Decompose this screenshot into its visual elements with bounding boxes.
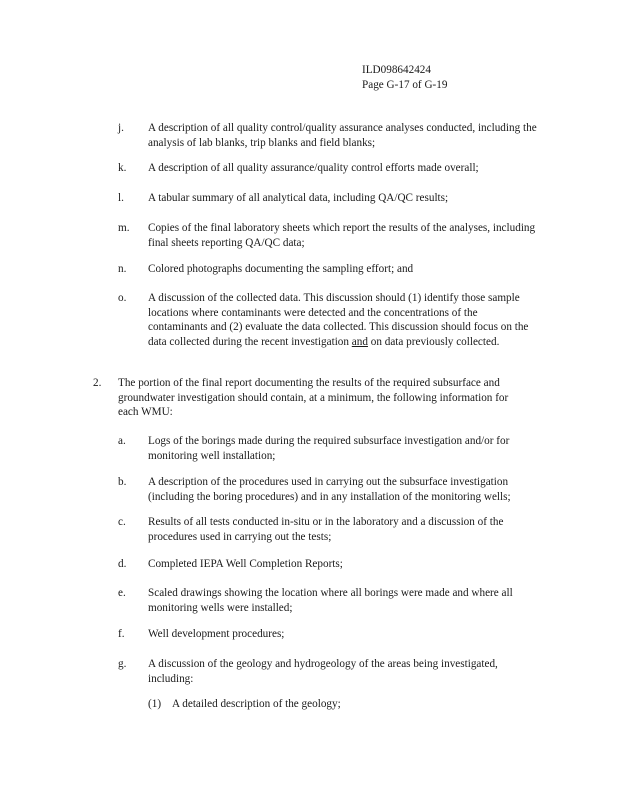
sub-item-text: A detailed description of the geology; <box>172 698 341 710</box>
item-text: A discussion of the geology and hydrogeology of the areas being investigated, including: <box>148 658 498 685</box>
item-text: A discussion of the collected data. This discussion should (1) identify those sample locations where contaminants were detected and the concentrations of the contaminants and (2) evaluate the data collected. This discussion should focus on the data collected during the recent investigation and on data previously collected. <box>148 292 529 348</box>
item-text: A tabular summary of all analytical data, including QA/QC results; <box>148 192 449 204</box>
item-text: A description of all quality control/quality assurance analyses conducted, including the analysis of lab blanks, trip blanks and field blanks; <box>148 122 537 149</box>
document-id: ILD098642424 <box>362 64 431 76</box>
item-label: d. <box>118 558 127 570</box>
item-text: Scaled drawings showing the location where all borings were made and where all monitoring wells were installed; <box>148 587 513 614</box>
item-label: l. <box>118 192 124 204</box>
item-label: m. <box>118 222 130 234</box>
item-text: Colored photographs documenting the sampling effort; and <box>148 263 414 275</box>
section-text: The portion of the final report documenting the results of the required subsurface and groundwater investigation should contain, at a minimum, the following information for each WMU: <box>118 377 509 418</box>
section-label: 2. <box>93 377 102 389</box>
item-label: f. <box>118 628 125 640</box>
item-label: o. <box>118 292 127 304</box>
item-text: Completed IEPA Well Completion Reports; <box>148 558 343 570</box>
item-label: n. <box>118 263 127 275</box>
underlined-word: and <box>351 335 368 348</box>
item-label: k. <box>118 162 127 174</box>
item-text: Results of all tests conducted in-situ or in the laboratory and a discussion of the procedures used in carrying out the tests; <box>148 516 504 543</box>
item-text: A description of the procedures used in carrying out the subsurface investigation (including the boring procedures) and in any installation of the monitoring wells; <box>148 476 511 503</box>
item-label: j. <box>118 122 124 134</box>
item-label: a. <box>118 435 126 447</box>
page-number: Page G-17 of G-19 <box>362 79 448 91</box>
item-text: Copies of the final laboratory sheets which report the results of the analyses, including final sheets reporting QA/QC data; <box>148 222 536 249</box>
item-label: c. <box>118 516 126 528</box>
item-text: Well development procedures; <box>148 628 285 640</box>
item-label: g. <box>118 658 127 670</box>
item-label: b. <box>118 476 127 488</box>
sub-item-label: (1) <box>148 698 162 710</box>
item-text: A description of all quality assurance/quality control efforts made overall; <box>148 162 479 174</box>
item-label: e. <box>118 587 126 599</box>
item-text: Logs of the borings made during the required subsurface investigation and/or for monitoring well installation; <box>148 435 510 462</box>
page-header <box>362 63 447 93</box>
